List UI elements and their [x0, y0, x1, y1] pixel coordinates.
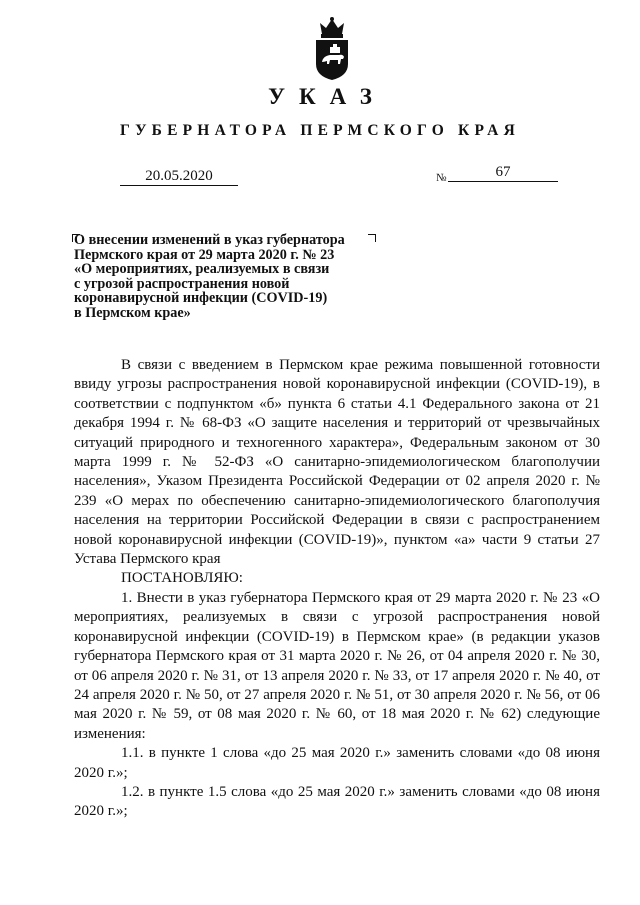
item-1-2-paragraph: 1.2. в пункте 1.5 слова «до 25 мая 2020 г.» заменить словами «до 08 июня 2020 г.»; — [74, 783, 600, 820]
document-type: УКАЗ — [268, 84, 386, 109]
issuing-authority: ГУБЕРНАТОРА ПЕРМСКОГО КРАЯ — [120, 122, 520, 139]
document-body — [74, 356, 600, 822]
document-number: 67 — [448, 163, 558, 182]
number-sign: № — [436, 172, 447, 184]
item-1-1-paragraph: 1.1. в пункте 1 слова «до 25 мая 2020 г.» заменить словами «до 08 июня 2020 г.»; — [74, 745, 600, 781]
item-1-paragraph: 1. Внести в указ губернатора Пермского края от 29 марта 2020 г. № 23 «О мероприятиях, реализуемых в связи с угрозой распространения новой коронавирусной инфекции (COVID-19) в Пермском крае» (в редакции указов губернатора Пермского края от 31 марта 2020 г. № 26, от 04 апреля 2020 г. № 30, от 06 апреля 2020 г. № 31, от 13 апреля 2020 г. № 33, от 17 апреля 2020 г. № 40, от 24 апреля 2020 г. № 50, от 27 апреля 2020 г. № 51, от 30 апреля 2020 г. № 56, от 06 мая 2020 г. № 59, от 08 мая 2020 г. № 60, от 18 мая 2020 г. № 62) следующие изменения: — [74, 589, 600, 742]
document-date: 20.05.2020 — [120, 167, 238, 186]
perm-krai-coat-of-arms-icon — [308, 16, 356, 82]
preamble-paragraph: В связи с введением в Пермском крае режима повышенной готовности ввиду угрозы распространения новой коронавирусной инфекции (COVID-19), в соответствии с подпунктом «б» пункта 6 статьи 4.1 Федерального закона от 21 декабря 1994 г. № 68-ФЗ «О защите населения и территорий от чрезвычайных ситуаций природного и техногенного характера», Федеральным законом от 30 марта 1999 г. № 52-ФЗ «О санитарно-эпидемиологическом благополучии населения», Указом Президента Российской Федерации от 02 апреля 2020 г. № 239 «О мерах по обеспечению санитарно-эпидемиологического благополучия населения на территории Российской Федерации в связи с распространением новой коронавирусной инфекции (COVID-19)», пунктом «а» части 9 статьи 27 Устава Пермского края — [74, 357, 600, 568]
coat-of-arms — [308, 16, 356, 82]
decree-word: ПОСТАНОВЛЯЮ: — [121, 570, 243, 587]
document-subject: О внесении изменений в указ губернатора Пермского края от 29 марта 2020 г. № 23 «О мероприятиях, реализуемых в связи с угрозой распространения новой коронавирусной инфекции (COVID-19) в Пермском крае» — [74, 232, 345, 321]
